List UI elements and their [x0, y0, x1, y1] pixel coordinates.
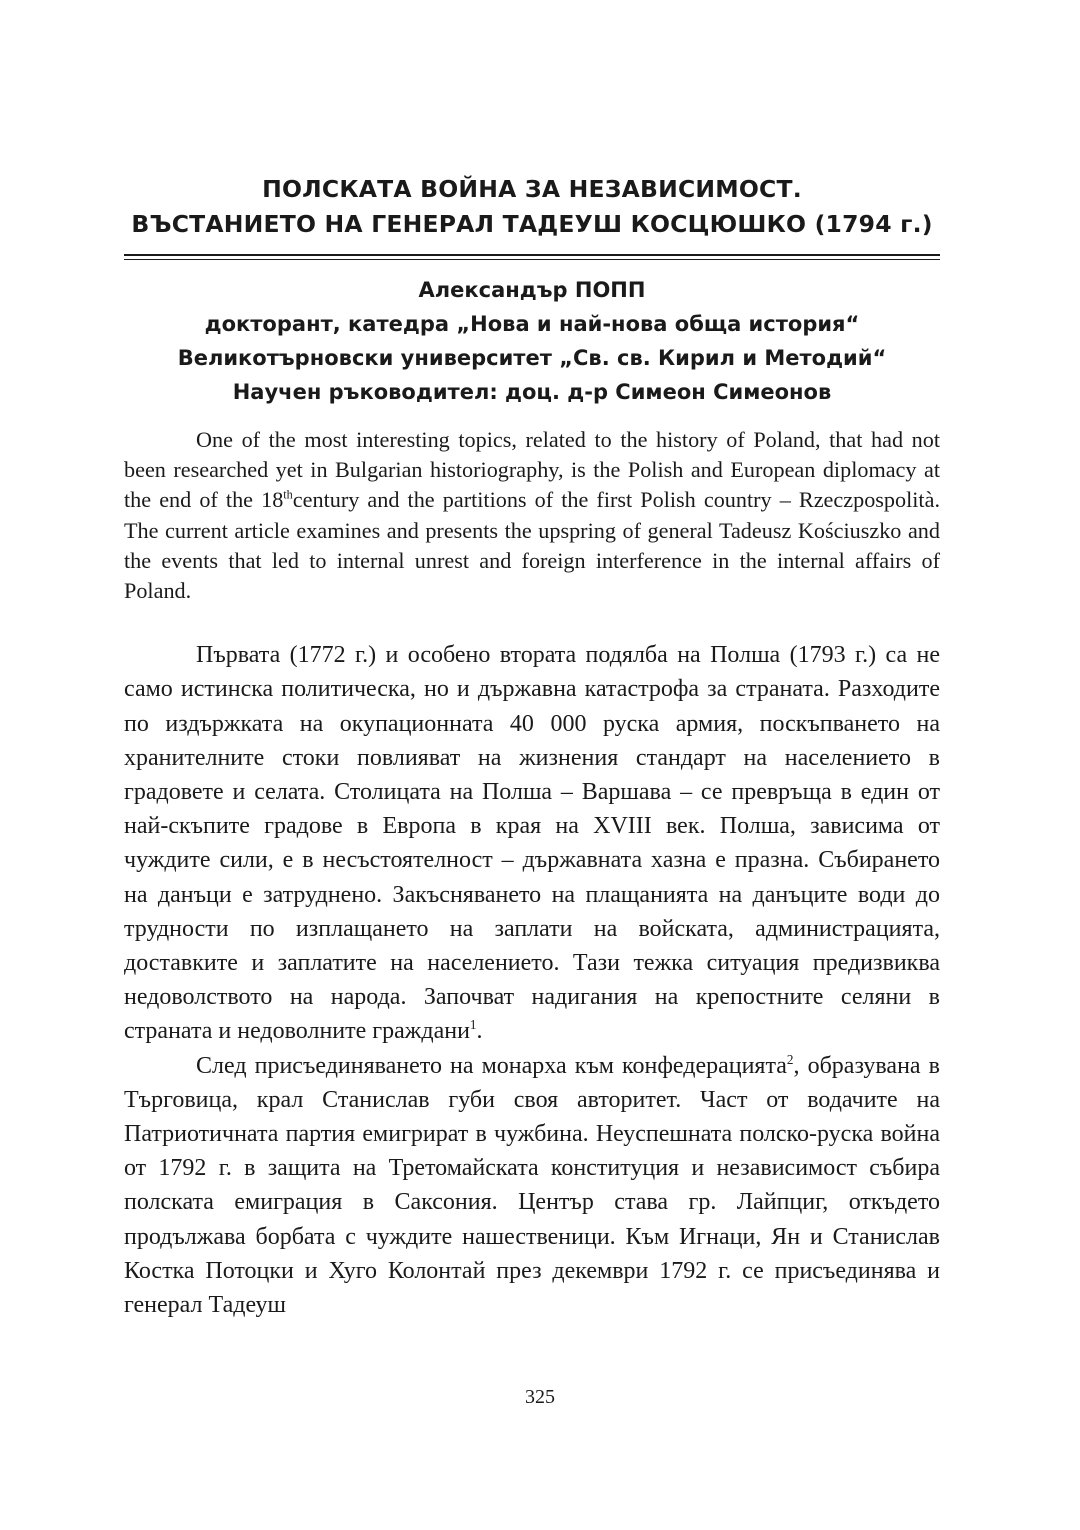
footnote-ref-2[interactable]: 2 [786, 1051, 794, 1067]
abstract-text-part-1: One of the most interesting topics, related to the history of Poland, that had not been researched yet in Bulgarian historiography, is the Polish and European diplomacy at the end of the 18 [124, 427, 940, 513]
article-title [124, 172, 940, 242]
abstract-paragraph [124, 425, 940, 606]
article-title-line-2: ВЪСТАНИЕТО НА ГЕНЕРАЛ ТАДЕУШ КОСЦЮШКО (1794 г.) [131, 210, 933, 238]
author-supervisor: Научен ръководител: доц. д-р Симеон Симеонов [232, 380, 832, 404]
author-name: Александър ПОПП [418, 278, 646, 302]
page-content [124, 172, 940, 1322]
author-position: докторант, катедра „Нова и най-нова обща история“ [204, 312, 860, 336]
body-paragraph-1 [124, 638, 940, 1048]
body-paragraph-1-text: Първата (1772 г.) и особено втората подялба на Полша (1793 г.) са не само истинска политическа, но и държавна катастрофа за страната. Разходите по издържката на окупационната 40 000 руска армия, поскъпването на хранителните стоки повлияват на жизнения стандарт на населението в градовете и селата. Столицата на Полша – Варшава – се превръща в един от най-скъпите градове в Европа в края на XVIII век. Полша, зависима от чуждите сили, е в несъстоятелност – държавната хазна е празна. Събирането на данъци е затруднено. Закъсняването на плащанията на данъците води до трудности по изплащането на заплати на войската, администрацията, доставките и заплатите на населението. Тази тежка ситуация предизвиква недоволството на народа. Започват надигания на крепостните селяни в страната и недоволните граждани [124, 642, 940, 1045]
title-double-rule [124, 254, 940, 260]
body-text [124, 638, 940, 1322]
body-paragraph-2 [124, 1049, 940, 1323]
author-university: Великотърновски университет „Св. св. Кирил и Методий“ [177, 346, 887, 370]
body-paragraph-1-end: . [476, 1018, 483, 1045]
page-number: 325 [525, 1386, 555, 1408]
footnote-ref-1[interactable]: 1 [469, 1017, 477, 1033]
body-paragraph-2-text: След присъединяването на монарха към конфедерацията [196, 1052, 787, 1079]
abstract-text-part-2: century and the partitions of the first Polish country – Rzeczpospolità. The current article examines and presents the upspring of general Tadeusz Kościuszko and the events that led to internal unrest and foreign interference in the internal affairs of Poland. [124, 487, 940, 604]
author-block [124, 273, 940, 409]
abstract-superscript: th [283, 488, 293, 503]
body-paragraph-2-rest: , образувана в Търговица, крал Станислав губи своя авторитет. Част от водачите на Патриотичната партия емигрират в чужбина. Неуспешната полско-руска война от 1792 г. в защита на Третомайската конституция и независимост събира полската емиграция в Саксония. Център става гр. Лайпциг, откъдето продължава борбата с чуждите нашественици. Към Игнаци, Ян и Станислав Костка Потоцки и Хуго Колонтай през декември 1792 г. се присъединява и генерал Тадеуш [124, 1052, 940, 1319]
article-title-line-1: ПОЛСКАТА ВОЙНА ЗА НЕЗАВИСИМОСТ. [262, 175, 802, 203]
